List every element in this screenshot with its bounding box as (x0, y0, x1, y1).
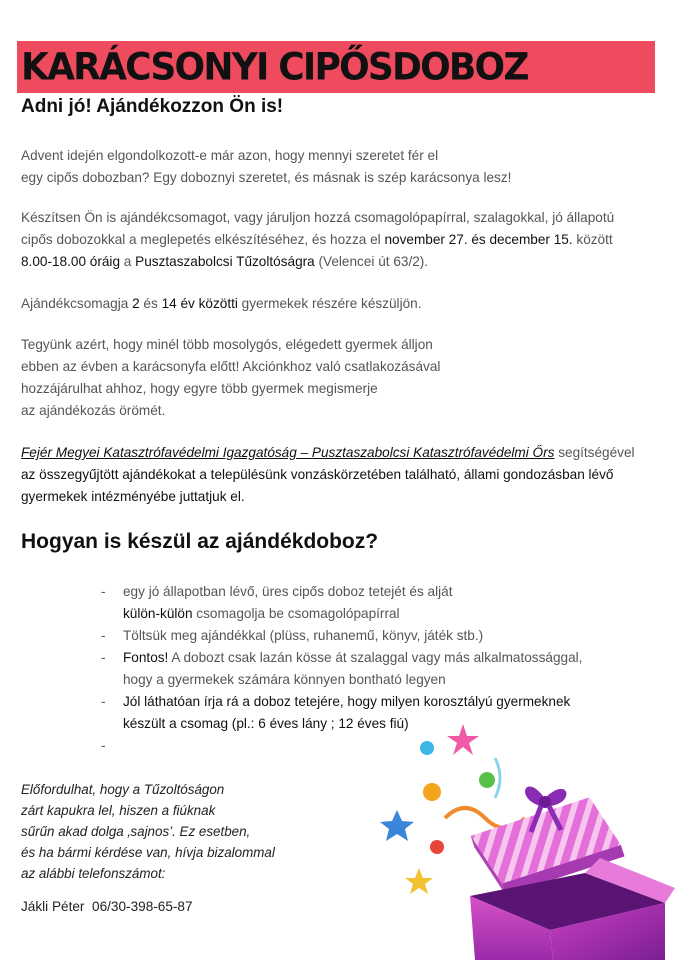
list-item (101, 581, 661, 625)
location-address: (Velencei út 63/2). (314, 254, 429, 269)
streamer-icon (495, 758, 500, 798)
partner-line: az összegyűjtött ajándékokat a településünk vonzáskörzetében található, állami gondozásban lévő (21, 467, 614, 482)
age-text: gyermekek részére készüljön. (237, 296, 422, 311)
confetti-dot (479, 772, 495, 788)
location-name: Pusztaszabolcsi Tűzoltóságra (135, 254, 315, 269)
confetti-dot (423, 783, 441, 801)
gift-box-icon (375, 718, 675, 960)
note-line: és ha bármi kérdése van, hívja bizalommal (21, 845, 275, 860)
title-banner (17, 41, 655, 93)
page-title: KARÁCSONYI CIPŐSDOBOZ (21, 45, 528, 89)
page-subtitle: Adni jó! Ajándékozzon Ön is! (21, 96, 284, 117)
list-item-text (123, 647, 661, 669)
note-line: zárt kapukra lel, hiszen a fiúknak (21, 803, 216, 818)
age-max: 14 (161, 296, 177, 311)
emphasis-text: Fontos! (123, 650, 169, 665)
instructions-paragraph (21, 207, 671, 273)
motivation-line: Tegyünk azért, hogy minél több mosolygós, elégedett gyermek álljon (21, 337, 433, 352)
star-icon (380, 810, 414, 841)
age-min: 2 (132, 296, 140, 311)
list-item (101, 647, 661, 691)
list-dash: - (101, 650, 106, 665)
note-line: az alábbi telefonszámot: (21, 866, 166, 881)
intro-paragraph (21, 145, 671, 189)
instructions-line (21, 229, 671, 251)
list-item-text: készült a csomag (pl.: 6 éves lány ; 12 éves fiú) (123, 716, 409, 731)
list-item-text: Töltsük meg ajándékkal (plüss, ruhanemű, könyv, játék stb.) (123, 628, 484, 643)
opening-hours: 8.00-18.00 óráig (21, 254, 121, 269)
instructions-text: cipős dobozokkal a meglepetés elkészítéséhez, és hozza el (21, 232, 385, 247)
intro-line: egy cipős dobozban? Egy doboznyi szeretet, és másnak is szép karácsonya lesz! (21, 170, 512, 185)
list-dash: - (101, 628, 106, 643)
instructions-text: között (572, 232, 613, 247)
instructions-line (21, 251, 671, 273)
partner-text: segítségével (554, 445, 635, 460)
motivation-line: az ajándékozás örömét. (21, 403, 166, 418)
contact-info (21, 899, 193, 914)
list-item-text: egy jó állapotban lévő, üres cipős doboz tetejét és alját (123, 584, 453, 599)
date-range: november 27. és december 15. (384, 232, 573, 247)
instructions-text: a (120, 254, 136, 269)
note-line: Előfordulhat, hogy a Tűzoltóságon (21, 782, 225, 797)
emphasis-text: külön-külön (123, 606, 193, 621)
list-item (101, 625, 661, 647)
star-icon (447, 724, 479, 755)
age-paragraph (21, 293, 671, 315)
age-line (21, 293, 671, 315)
list-dash: - (101, 694, 106, 709)
partner-organization: Fejér Megyei Katasztrófavédelmi Igazgatóság – Pusztaszabolcsi Katasztrófavédelmi Őrs (21, 445, 555, 460)
age-range-label: év közötti (180, 296, 238, 311)
motivation-line: hozzájárulhat ahhoz, hogy egyre több gyermek megismerje (21, 381, 378, 396)
contact-name: Jákli Péter (21, 899, 85, 914)
howto-heading: Hogyan is készül az ajándékdoboz? (21, 530, 379, 553)
list-item-text: Jól láthatóan írja rá a doboz tetejére, hogy milyen korosztályú gyermeknek (123, 694, 571, 709)
partner-paragraph (21, 442, 671, 508)
note-line: sűrűn akad dolga ‚sajnos’. Ez esetben, (21, 824, 251, 839)
confetti-dot (420, 741, 434, 755)
list-item-rest: csomagolja be csomagolópapírral (192, 606, 400, 621)
contact-phone[interactable]: 06/30-398-65-87 (92, 899, 193, 914)
list-item-text: hogy a gyermekek számára könnyen bontható legyen (123, 672, 446, 687)
list-item-rest: A dobozt csak lazán kösse át szalaggal vagy más alkalmatossággal, (168, 650, 583, 665)
partner-line: gyermekek intézményébe juttatjuk el. (21, 489, 245, 504)
instructions-line: Készítsen Ön is ajándékcsomagot, vagy járuljon hozzá csomagolópapírral, szalagokkal, jó állapotú (21, 210, 615, 225)
confetti-dot (430, 840, 444, 854)
intro-line: Advent idején elgondolkozott-e már azon, hogy mennyi szeretet fér el (21, 148, 439, 163)
motivation-line: ebben az évben a karácsonyfa előtt! Akciónkhoz való csatlakozásával (21, 359, 441, 374)
closing-note (21, 779, 275, 884)
age-text: és (139, 296, 162, 311)
list-item-text (123, 603, 661, 625)
list-dash: - (101, 584, 106, 599)
age-text: Ajándékcsomagja (21, 296, 133, 311)
star-icon (405, 868, 433, 894)
partner-line (21, 442, 671, 464)
motivation-paragraph (21, 334, 671, 422)
list-dash: - (101, 738, 106, 753)
